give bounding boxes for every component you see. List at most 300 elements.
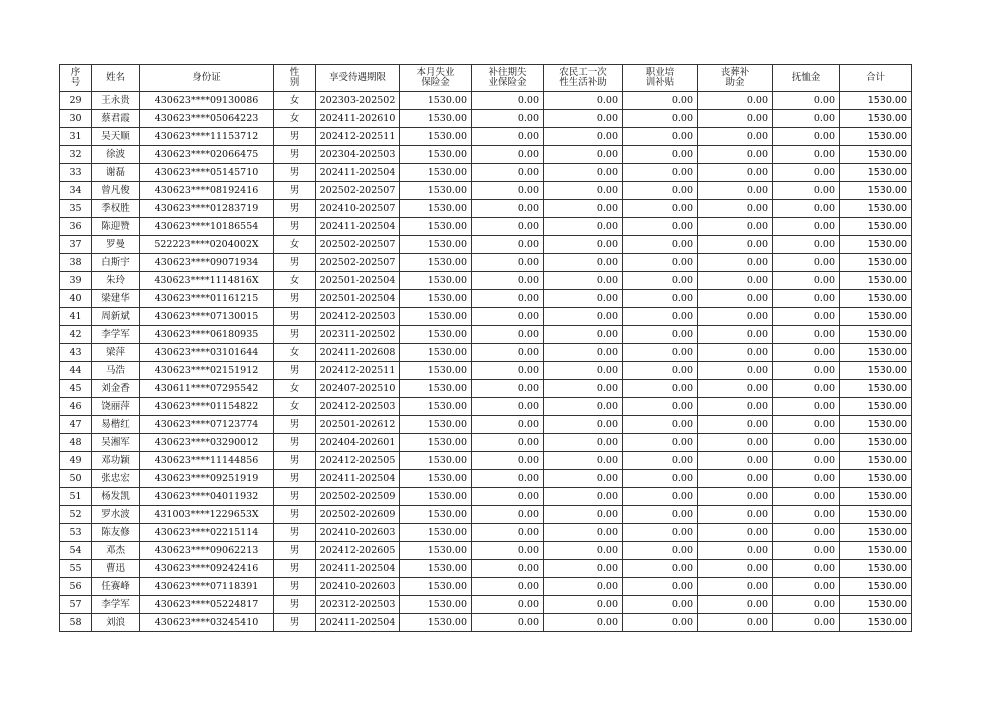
pension-cell: 0.00 [773,398,840,416]
gender-cell: 男 [274,362,316,380]
pension-cell: 0.00 [773,344,840,362]
id-card-cell: 430623****07130015 [140,308,274,326]
total-cell: 1530.00 [840,452,912,470]
seq-cell: 56 [60,578,92,596]
gender-cell: 男 [274,614,316,632]
funeral-cell: 0.00 [698,290,773,308]
period-cell: 202410-202603 [316,524,400,542]
training-cell: 0.00 [623,110,698,128]
seq-cell: 46 [60,398,92,416]
name-cell: 陈友修 [92,524,140,542]
period-cell: 202407-202510 [316,380,400,398]
gender-cell: 男 [274,128,316,146]
funeral-cell: 0.00 [698,308,773,326]
id-card-cell: 430623****01154822 [140,398,274,416]
name-cell: 吴天顺 [92,128,140,146]
funeral-cell: 0.00 [698,92,773,110]
period-cell: 202411-202504 [316,560,400,578]
pension-cell: 0.00 [773,614,840,632]
id-card-cell: 430623****10186554 [140,218,274,236]
table-row [60,380,912,398]
back-ui-cell: 0.00 [472,578,544,596]
id-card-cell: 430623****02215114 [140,524,274,542]
monthly-ui-cell: 1530.00 [400,380,472,398]
id-card-cell: 430623****07123774 [140,416,274,434]
name-cell: 李学军 [92,596,140,614]
period-cell: 202412-202605 [316,542,400,560]
migrant-once-cell: 0.00 [544,326,623,344]
period-cell: 202412-202503 [316,398,400,416]
migrant-once-cell: 0.00 [544,254,623,272]
funeral-cell: 0.00 [698,416,773,434]
total-cell: 1530.00 [840,164,912,182]
migrant-once-cell: 0.00 [544,434,623,452]
funeral-cell: 0.00 [698,614,773,632]
table-row [60,272,912,290]
table-row [60,164,912,182]
seq-cell: 36 [60,218,92,236]
migrant-once-cell: 0.00 [544,236,623,254]
total-cell: 1530.00 [840,182,912,200]
migrant-once-cell: 0.00 [544,218,623,236]
back-ui-cell: 0.00 [472,182,544,200]
pension-cell: 0.00 [773,452,840,470]
monthly-ui-cell: 1530.00 [400,614,472,632]
name-cell: 吴湘军 [92,434,140,452]
header-back-ui-text: 补往期失 业保险金 [488,67,527,88]
monthly-ui-cell: 1530.00 [400,434,472,452]
training-cell: 0.00 [623,290,698,308]
monthly-ui-cell: 1530.00 [400,524,472,542]
gender-cell: 男 [274,470,316,488]
migrant-once-cell: 0.00 [544,542,623,560]
header-monthly-ui [400,65,472,92]
table-row [60,326,912,344]
back-ui-cell: 0.00 [472,236,544,254]
id-card-cell: 430623****09071934 [140,254,274,272]
seq-cell: 58 [60,614,92,632]
table-row [60,560,912,578]
funeral-cell: 0.00 [698,344,773,362]
migrant-once-cell: 0.00 [544,344,623,362]
seq-cell: 47 [60,416,92,434]
seq-cell: 31 [60,128,92,146]
migrant-once-cell: 0.00 [544,506,623,524]
header-id-card: 身份证 [140,65,274,92]
table-row [60,290,912,308]
name-cell: 刘金香 [92,380,140,398]
id-card-cell: 430623****09251919 [140,470,274,488]
training-cell: 0.00 [623,488,698,506]
table-row [60,92,912,110]
back-ui-cell: 0.00 [472,326,544,344]
seq-cell: 35 [60,200,92,218]
funeral-cell: 0.00 [698,380,773,398]
seq-cell: 40 [60,290,92,308]
monthly-ui-cell: 1530.00 [400,596,472,614]
seq-cell: 44 [60,362,92,380]
table-row [60,524,912,542]
monthly-ui-cell: 1530.00 [400,362,472,380]
funeral-cell: 0.00 [698,110,773,128]
training-cell: 0.00 [623,380,698,398]
gender-cell: 男 [274,596,316,614]
name-cell: 李学军 [92,326,140,344]
seq-cell: 53 [60,524,92,542]
funeral-cell: 0.00 [698,362,773,380]
header-name: 姓名 [92,65,140,92]
table-row [60,578,912,596]
migrant-once-cell: 0.00 [544,380,623,398]
id-card-cell: 430623****04011932 [140,488,274,506]
period-cell: 202412-202511 [316,362,400,380]
period-cell: 202502-202509 [316,488,400,506]
seq-cell: 51 [60,488,92,506]
pension-cell: 0.00 [773,182,840,200]
monthly-ui-cell: 1530.00 [400,110,472,128]
name-cell: 饶丽萍 [92,398,140,416]
back-ui-cell: 0.00 [472,110,544,128]
total-cell: 1530.00 [840,488,912,506]
id-card-cell: 430623****11144856 [140,452,274,470]
monthly-ui-cell: 1530.00 [400,326,472,344]
funeral-cell: 0.00 [698,578,773,596]
monthly-ui-cell: 1530.00 [400,470,472,488]
migrant-once-cell: 0.00 [544,290,623,308]
pension-cell: 0.00 [773,272,840,290]
pension-cell: 0.00 [773,200,840,218]
total-cell: 1530.00 [840,380,912,398]
id-card-cell: 430611****07295542 [140,380,274,398]
period-cell: 202411-202504 [316,218,400,236]
migrant-once-cell: 0.00 [544,272,623,290]
id-card-cell: 431003****1229653X [140,506,274,524]
pension-cell: 0.00 [773,578,840,596]
back-ui-cell: 0.00 [472,308,544,326]
back-ui-cell: 0.00 [472,128,544,146]
total-cell: 1530.00 [840,200,912,218]
table-row [60,434,912,452]
id-card-cell: 430623****05064223 [140,110,274,128]
training-cell: 0.00 [623,146,698,164]
id-card-cell: 430623****11153712 [140,128,274,146]
training-cell: 0.00 [623,254,698,272]
back-ui-cell: 0.00 [472,290,544,308]
pension-cell: 0.00 [773,308,840,326]
gender-cell: 男 [274,200,316,218]
name-cell: 罗水波 [92,506,140,524]
monthly-ui-cell: 1530.00 [400,344,472,362]
header-gender-text: 性 别 [289,67,300,88]
pension-cell: 0.00 [773,326,840,344]
table-row [60,506,912,524]
funeral-cell: 0.00 [698,560,773,578]
table-row [60,398,912,416]
funeral-cell: 0.00 [698,542,773,560]
monthly-ui-cell: 1530.00 [400,488,472,506]
back-ui-cell: 0.00 [472,218,544,236]
id-card-cell: 430623****1114816X [140,272,274,290]
name-cell: 谢磊 [92,164,140,182]
name-cell: 马浩 [92,362,140,380]
funeral-cell: 0.00 [698,128,773,146]
id-card-cell: 430623****01161215 [140,290,274,308]
id-card-cell: 522223****0204002X [140,236,274,254]
migrant-once-cell: 0.00 [544,398,623,416]
monthly-ui-cell: 1530.00 [400,164,472,182]
gender-cell: 男 [274,308,316,326]
gender-cell: 女 [274,398,316,416]
training-cell: 0.00 [623,200,698,218]
period-cell: 202410-202603 [316,578,400,596]
gender-cell: 女 [274,236,316,254]
back-ui-cell: 0.00 [472,470,544,488]
gender-cell: 男 [274,416,316,434]
period-cell: 202412-202505 [316,452,400,470]
gender-cell: 男 [274,434,316,452]
header-monthly-ui-text: 本月失业 保险金 [416,67,455,88]
back-ui-cell: 0.00 [472,254,544,272]
migrant-once-cell: 0.00 [544,308,623,326]
table-row [60,344,912,362]
training-cell: 0.00 [623,218,698,236]
funeral-cell: 0.00 [698,236,773,254]
funeral-cell: 0.00 [698,182,773,200]
funeral-cell: 0.00 [698,488,773,506]
training-cell: 0.00 [623,92,698,110]
seq-cell: 43 [60,344,92,362]
migrant-once-cell: 0.00 [544,578,623,596]
total-cell: 1530.00 [840,128,912,146]
back-ui-cell: 0.00 [472,416,544,434]
id-card-cell: 430623****01283719 [140,200,274,218]
migrant-once-cell: 0.00 [544,110,623,128]
training-cell: 0.00 [623,362,698,380]
back-ui-cell: 0.00 [472,614,544,632]
name-cell: 曹迅 [92,560,140,578]
name-cell: 蔡君霞 [92,110,140,128]
total-cell: 1530.00 [840,506,912,524]
training-cell: 0.00 [623,344,698,362]
gender-cell: 女 [274,92,316,110]
header-migrant-once-text: 农民工一次 性生活补助 [559,67,607,88]
period-cell: 202311-202502 [316,326,400,344]
table-row [60,146,912,164]
migrant-once-cell: 0.00 [544,182,623,200]
name-cell: 梁建华 [92,290,140,308]
migrant-once-cell: 0.00 [544,470,623,488]
period-cell: 202412-202511 [316,128,400,146]
migrant-once-cell: 0.00 [544,452,623,470]
funeral-cell: 0.00 [698,470,773,488]
migrant-once-cell: 0.00 [544,146,623,164]
id-card-cell: 430623****08192416 [140,182,274,200]
pension-cell: 0.00 [773,218,840,236]
funeral-cell: 0.00 [698,524,773,542]
seq-cell: 57 [60,596,92,614]
seq-cell: 42 [60,326,92,344]
header-seq-text: 序 号 [70,67,81,88]
training-cell: 0.00 [623,434,698,452]
name-cell: 徐波 [92,146,140,164]
header-row [60,65,912,92]
name-cell: 任赛峰 [92,578,140,596]
benefit-table [59,64,912,632]
table-row [60,182,912,200]
funeral-cell: 0.00 [698,200,773,218]
gender-cell: 男 [274,164,316,182]
pension-cell: 0.00 [773,110,840,128]
training-cell: 0.00 [623,452,698,470]
back-ui-cell: 0.00 [472,200,544,218]
gender-cell: 女 [274,110,316,128]
header-pension: 抚恤金 [773,65,840,92]
pension-cell: 0.00 [773,236,840,254]
back-ui-cell: 0.00 [472,344,544,362]
gender-cell: 男 [274,254,316,272]
seq-cell: 52 [60,506,92,524]
back-ui-cell: 0.00 [472,146,544,164]
training-cell: 0.00 [623,596,698,614]
header-migrant-once [544,65,623,92]
header-period: 享受待遇期限 [316,65,400,92]
gender-cell: 女 [274,272,316,290]
total-cell: 1530.00 [840,254,912,272]
period-cell: 202502-202507 [316,254,400,272]
total-cell: 1530.00 [840,416,912,434]
seq-cell: 50 [60,470,92,488]
table-row [60,488,912,506]
gender-cell: 男 [274,218,316,236]
seq-cell: 33 [60,164,92,182]
table-row [60,200,912,218]
id-card-cell: 430623****02066475 [140,146,274,164]
period-cell: 202411-202504 [316,470,400,488]
seq-cell: 37 [60,236,92,254]
monthly-ui-cell: 1530.00 [400,254,472,272]
period-cell: 202412-202503 [316,308,400,326]
monthly-ui-cell: 1530.00 [400,506,472,524]
id-card-cell: 430623****05224817 [140,596,274,614]
period-cell: 202411-202610 [316,110,400,128]
name-cell: 易楷红 [92,416,140,434]
monthly-ui-cell: 1530.00 [400,452,472,470]
total-cell: 1530.00 [840,308,912,326]
name-cell: 邓杰 [92,542,140,560]
monthly-ui-cell: 1530.00 [400,560,472,578]
back-ui-cell: 0.00 [472,506,544,524]
total-cell: 1530.00 [840,434,912,452]
header-funeral [698,65,773,92]
period-cell: 202501-202504 [316,290,400,308]
pension-cell: 0.00 [773,524,840,542]
header-training-text: 职业培 训补贴 [645,67,675,88]
period-cell: 202501-202504 [316,272,400,290]
total-cell: 1530.00 [840,614,912,632]
name-cell: 梁萍 [92,344,140,362]
table-body [60,92,912,632]
table-row [60,614,912,632]
total-cell: 1530.00 [840,218,912,236]
monthly-ui-cell: 1530.00 [400,398,472,416]
period-cell: 202502-202507 [316,236,400,254]
funeral-cell: 0.00 [698,596,773,614]
training-cell: 0.00 [623,326,698,344]
pension-cell: 0.00 [773,596,840,614]
migrant-once-cell: 0.00 [544,560,623,578]
pension-cell: 0.00 [773,362,840,380]
pension-cell: 0.00 [773,470,840,488]
training-cell: 0.00 [623,416,698,434]
name-cell: 季权胜 [92,200,140,218]
pension-cell: 0.00 [773,560,840,578]
seq-cell: 41 [60,308,92,326]
table-row [60,308,912,326]
name-cell: 白斯宇 [92,254,140,272]
total-cell: 1530.00 [840,272,912,290]
monthly-ui-cell: 1530.00 [400,128,472,146]
pension-cell: 0.00 [773,164,840,182]
monthly-ui-cell: 1530.00 [400,182,472,200]
training-cell: 0.00 [623,614,698,632]
monthly-ui-cell: 1530.00 [400,146,472,164]
seq-cell: 45 [60,380,92,398]
period-cell: 202312-202503 [316,596,400,614]
name-cell: 王永贵 [92,92,140,110]
training-cell: 0.00 [623,272,698,290]
period-cell: 202502-202507 [316,182,400,200]
total-cell: 1530.00 [840,578,912,596]
name-cell: 邓功颖 [92,452,140,470]
total-cell: 1530.00 [840,236,912,254]
pension-cell: 0.00 [773,290,840,308]
training-cell: 0.00 [623,182,698,200]
back-ui-cell: 0.00 [472,596,544,614]
period-cell: 202411-202504 [316,164,400,182]
funeral-cell: 0.00 [698,254,773,272]
period-cell: 202411-202504 [316,614,400,632]
training-cell: 0.00 [623,236,698,254]
header-funeral-text: 丧葬补 助金 [720,67,750,88]
migrant-once-cell: 0.00 [544,614,623,632]
table-row [60,236,912,254]
table-row [60,416,912,434]
migrant-once-cell: 0.00 [544,488,623,506]
total-cell: 1530.00 [840,290,912,308]
name-cell: 周新斌 [92,308,140,326]
period-cell: 202404-202601 [316,434,400,452]
training-cell: 0.00 [623,542,698,560]
total-cell: 1530.00 [840,542,912,560]
monthly-ui-cell: 1530.00 [400,218,472,236]
funeral-cell: 0.00 [698,326,773,344]
table-row [60,452,912,470]
pension-cell: 0.00 [773,146,840,164]
total-cell: 1530.00 [840,524,912,542]
training-cell: 0.00 [623,506,698,524]
monthly-ui-cell: 1530.00 [400,236,472,254]
id-card-cell: 430623****07118391 [140,578,274,596]
seq-cell: 54 [60,542,92,560]
gender-cell: 男 [274,290,316,308]
back-ui-cell: 0.00 [472,452,544,470]
name-cell: 罗曼 [92,236,140,254]
gender-cell: 男 [274,326,316,344]
total-cell: 1530.00 [840,326,912,344]
header-back-ui [472,65,544,92]
gender-cell: 男 [274,560,316,578]
table-row [60,218,912,236]
